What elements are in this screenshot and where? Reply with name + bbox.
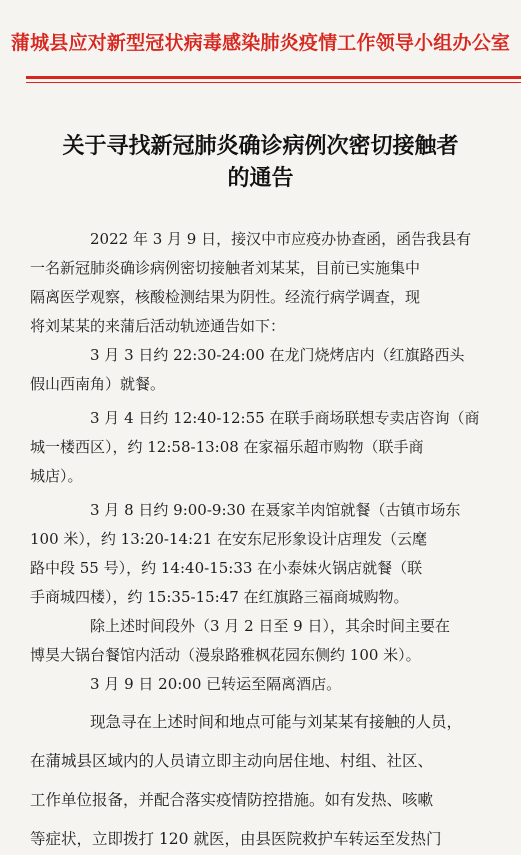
body-line: 等症状，立即拨打 120 就医，由县医院救护车转运至发热门 bbox=[30, 830, 442, 848]
body-line: 工作单位报备，并配合落实疫情防控措施。如有发热、咳嗽 bbox=[30, 791, 434, 809]
red-rule-thick bbox=[26, 76, 521, 79]
body-line: 将刘某某的来蒲后活动轨迹通告如下： bbox=[30, 317, 286, 335]
body-line: 100 米），约 13:20-14:21 在安东尼形象设计店理发（云麾 bbox=[30, 530, 427, 548]
body-line: 3 月 3 日约 22:30-24:00 在龙门烧烤店内（红旗路西头 bbox=[90, 346, 465, 364]
body-line: 手商城四楼），约 15:35-15:47 在红旗路三福商城购物。 bbox=[30, 588, 409, 606]
body-line: 3 月 9 日 20:00 已转运至隔离酒店。 bbox=[90, 675, 342, 693]
body-line: 假山西南角）就餐。 bbox=[30, 375, 166, 393]
body-line: 3 月 4 日约 12:40-12:55 在联手商场联想专卖店咨询（商 bbox=[90, 409, 480, 427]
body-line: 博昊大锅台餐馆内活动（漫泉路雅枫花园东侧约 100 米）。 bbox=[30, 646, 421, 664]
body-line: 路中段 55 号），约 14:40-15:33 在小泰妹火锅店就餐（联 bbox=[30, 559, 423, 577]
body-line: 在蒲城县区域内的人员请立即主动向居住地、村组、社区、 bbox=[30, 752, 434, 770]
red-rule-thin bbox=[26, 82, 521, 83]
body-line: 除上述时间段外（3 月 2 日至 9 日），其余时间主要在 bbox=[90, 617, 450, 635]
notice-title-line-2: 的通告 bbox=[227, 165, 294, 191]
notice-body bbox=[30, 225, 516, 855]
letterhead-title: 蒲城县应对新型冠状病毒感染肺炎疫情工作领导小组办公室 bbox=[10, 32, 511, 54]
body-line: 城店）。 bbox=[30, 467, 83, 485]
body-line: 城一楼西区），约 12:58-13:08 在家福乐超市购物（联手商 bbox=[30, 438, 424, 456]
body-line: 现急寻在上述时间和地点可能与刘某某有接触的人员， bbox=[90, 713, 463, 731]
notice-title bbox=[0, 130, 521, 194]
body-line: 一名新冠肺炎确诊病例密切接触者刘某某，目前已实施集中 bbox=[30, 259, 421, 277]
letterhead-red-rule bbox=[26, 76, 521, 83]
body-line: 3 月 8 日约 9:00-9:30 在聂家羊肉馆就餐（古镇市场东 bbox=[90, 501, 461, 519]
body-line: 2022 年 3 月 9 日，接汉中市应疫办协查函，函告我县有 bbox=[90, 230, 472, 248]
body-line: 隔离医学观察，核酸检测结果为阴性。经流行病学调查，现 bbox=[30, 288, 421, 306]
notice-title-line-1: 关于寻找新冠肺炎确诊病例次密切接触者 bbox=[62, 133, 459, 159]
